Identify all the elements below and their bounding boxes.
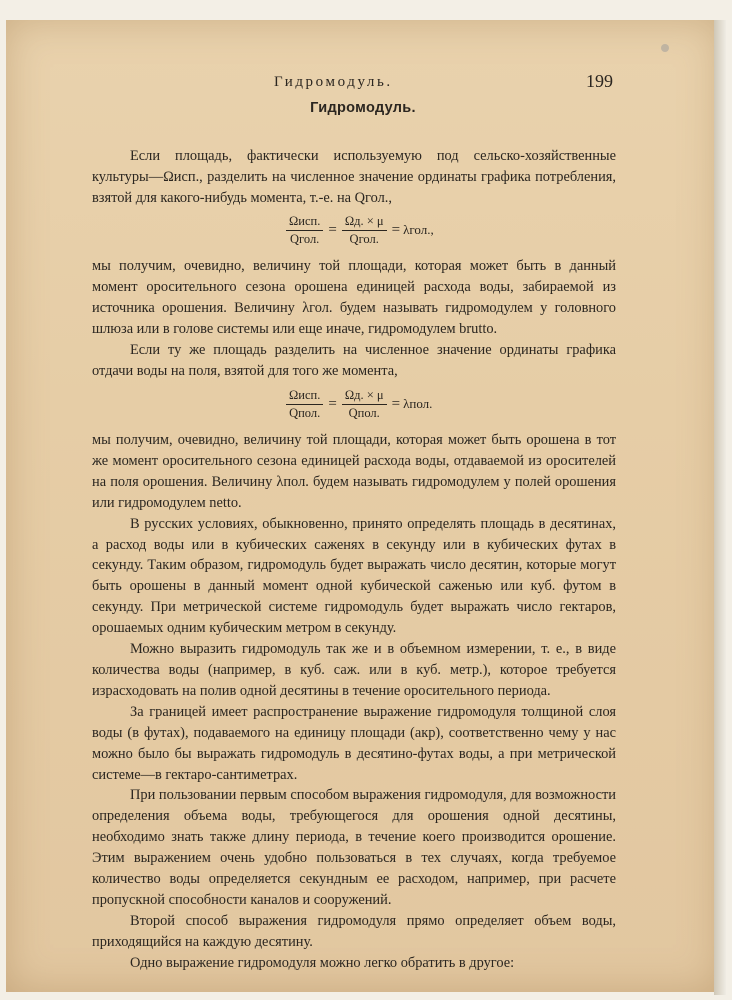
paragraph-9: Второй способ выражения гидромодуля прямо определяет объем воды, приходящийся на каждую десятину.: [92, 912, 616, 950]
paragraph-5: В русских условиях, обыкновенно, принято определять площадь в десятинах, а расход воды или в кубических саженях в секунду или в кубических футах в секунду. Таким образом, гидромодуль будет выражать число десятин, которые могут быть орошены в данный момент одной кубической саженью или куб. футом в секунду. При метрической системе гидромодуль будет выражать число гектаров, орошаемых одним кубическим метром в секунду.: [92, 515, 616, 637]
formula-2-frac1-denominator: Qпол.: [289, 405, 321, 420]
formula-1-frac1-numerator: Ωисп.: [286, 214, 323, 231]
running-header: [6, 71, 720, 96]
formula-1-frac2-denominator: Qгол.: [349, 231, 379, 246]
formula-2: [6, 384, 720, 424]
formula-1-result: λгол.,: [403, 222, 434, 237]
page-number: 199: [586, 71, 613, 91]
text-block-3: [92, 430, 616, 974]
formula-2-equals-1: =: [328, 395, 337, 412]
paragraph-4: мы получим, очевидно, величину той площади, которая может быть орошена в тот же момент оросительного сезона единицей расхода воды, отдаваемой из оросителей на поля орошения. Величину λпол. будем называть гидромодулем у полей орошения или гидромодулем netto.: [92, 432, 616, 511]
formula-1-frac1-denominator: Qгол.: [290, 231, 320, 246]
formula-1: [6, 210, 720, 250]
text-block-2: [92, 256, 616, 381]
paragraph-3: Если ту же площадь разделить на численное значение ординаты графика отдачи воды на поля, взятой для того же момента,: [92, 341, 616, 379]
paragraph-6: Можно выразить гидромодуль так же и в объемном измерении, т. е., в виде количества воды (например, в куб. саж. или в куб. метр.), которое требуется израсходовать на полив одной десятины в течение оросительного периода.: [92, 641, 616, 699]
hole-mark: [661, 44, 669, 52]
paragraph-10: Одно выражение гидромодуля можно легко обратить в другое:: [130, 954, 515, 971]
formula-2-result: λпол.: [403, 396, 433, 411]
page-edge: [714, 20, 726, 995]
formula-2-fraction-2: [342, 388, 387, 421]
formula-1-frac2-numerator: Ωд. × μ: [342, 214, 387, 231]
running-title: Гидромодуль.: [274, 74, 393, 90]
formula-1-equals-2: =: [391, 221, 401, 238]
formula-1-fraction-1: [286, 214, 323, 247]
paragraph-8: При пользовании первым способом выражения гидромодуля, для возможности определения объема воды, требующегося для орошения одной десятины, необходимо знать также длину периода, в течение коего производится орошение. Этим выражением очень удобно пользоваться в тех случаях, когда требуемое количество воды определяется секундным ее расходом, например, при расчете пропускной способности каналов и сооружений.: [92, 787, 616, 908]
text-block-1: [92, 146, 616, 209]
paragraph-7: За границей имеет распространение выражение гидромодуля толщиной слоя воды (в футах), подаваемого на единицу площади (акр), соответственно чему у нас можно было бы выражать гидромодуль в десятино-футах воды, а при метрической системе—в гектаро-сантиметрах.: [92, 703, 616, 783]
formula-2-frac2-denominator: Qпол.: [348, 405, 380, 420]
section-title: Гидромодуль.: [310, 100, 416, 116]
formula-1-fraction-2: [342, 214, 387, 247]
document-page: [6, 20, 720, 992]
formula-2-fraction-1: [286, 388, 323, 421]
paragraph-1: Если площадь, фактически используемую под сельско-хозяйственные культуры—Ωисп., разделить на численное значение ординаты графика потребления, взятой для какого-нибудь момента, т.-е. на Qгол.,: [92, 148, 616, 206]
formula-2-equals-2: =: [391, 395, 401, 412]
formula-2-frac2-numerator: Ωд. × μ: [342, 388, 387, 405]
formula-1-equals-1: =: [328, 221, 337, 238]
paragraph-2: мы получим, очевидно, величину той площади, которая может быть в данный момент оросительного сезона орошена единицей расхода воды, забираемой из источника орошения. Величину λгол. будем называть гидромодулем у головного шлюза или в голове системы или еще иначе, гидромодулем brutto.: [92, 258, 616, 337]
formula-2-frac1-numerator: Ωисп.: [286, 388, 323, 405]
